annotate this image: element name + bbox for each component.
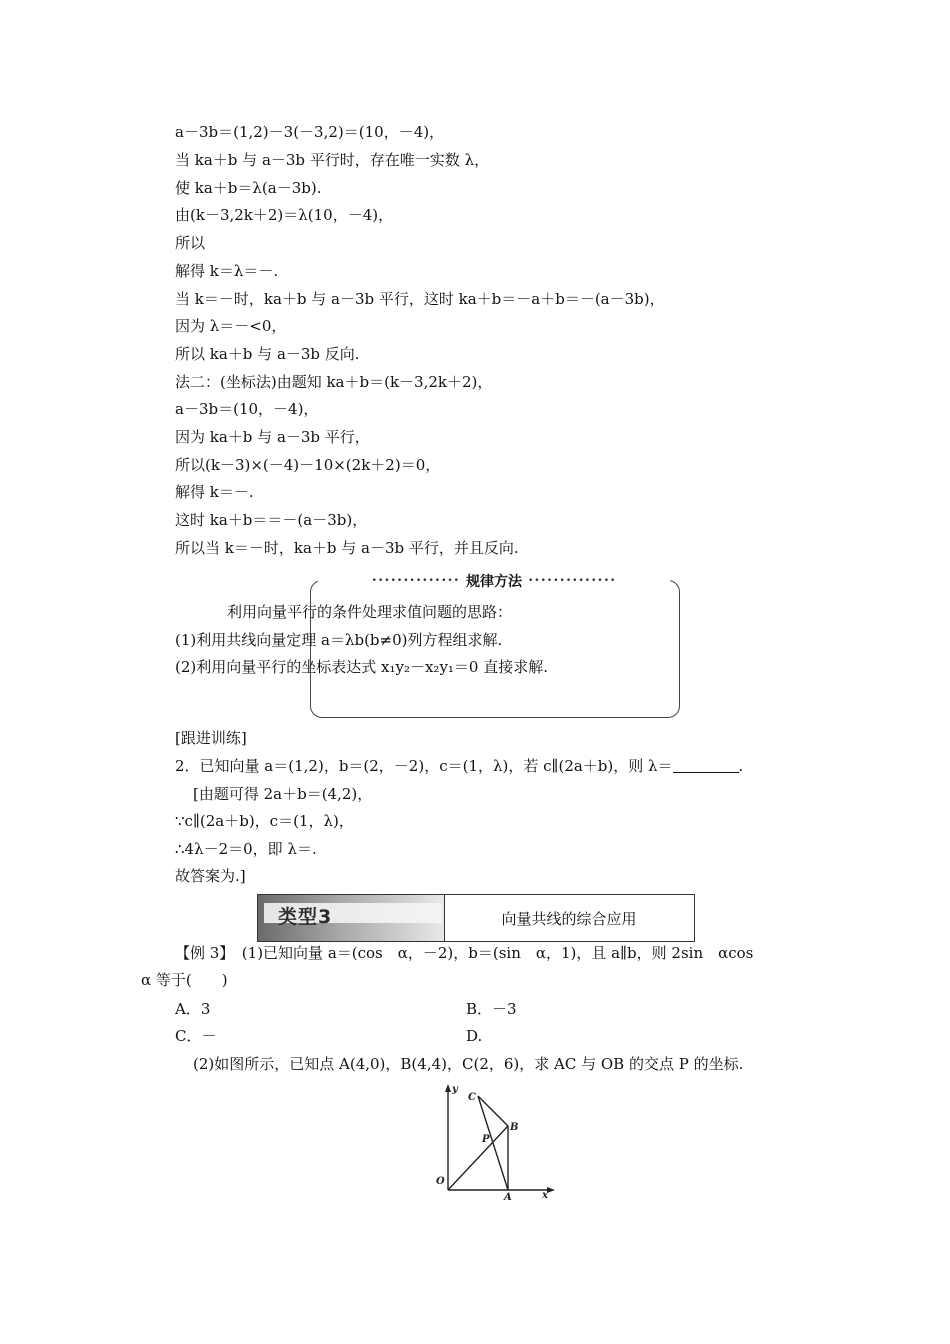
practice-header: [跟进训练]: [175, 729, 247, 747]
practice-answer-1: [由题可得 2a＋b＝(4,2)，: [193, 785, 373, 803]
type-title: 向量共线的综合应用: [501, 909, 637, 928]
solution-line-5: 所以: [175, 234, 206, 252]
solution-line-6: 解得 k＝λ＝－.: [175, 262, 279, 280]
solution-line-14: 解得 k＝－.: [175, 483, 254, 501]
label-P: P: [482, 1134, 490, 1145]
label-O: O: [436, 1176, 445, 1187]
solution-line-4: 由(k－3,2k＋2)＝λ(10，－4)，: [175, 206, 394, 224]
option-a: A．3: [175, 1000, 211, 1018]
label-C: C: [468, 1092, 476, 1103]
rule-dots-right: ••••••••••••••: [528, 576, 617, 586]
solution-line-2: 当 ka＋b 与 a－3b 平行时，存在唯一实数 λ，: [175, 151, 490, 169]
option-d: D.: [466, 1027, 483, 1045]
solution-line-16: 所以当 k＝－时，ka＋b 与 a－3b 平行，并且反向.: [175, 539, 519, 557]
rule-line-1: 利用向量平行的条件处理求值问题的思路：: [227, 603, 513, 621]
practice-question: [175, 756, 743, 776]
answer-blank: [673, 758, 739, 773]
practice-question-end: .: [738, 757, 744, 775]
type-label: 类型3: [278, 906, 333, 928]
label-y: y: [452, 1084, 458, 1095]
rule-dots-left: ••••••••••••••: [371, 576, 460, 586]
solution-line-15: 这时 ka＋b＝＝－(a－3b)，: [175, 511, 368, 529]
practice-question-text: 2．已知向量 a＝(1,2)，b＝(2，－2)，c＝(1，λ)，若 c∥(2a＋b)，则 λ＝: [175, 757, 673, 775]
y-axis-arrow: [445, 1084, 451, 1092]
type-banner: [257, 894, 695, 942]
rule-header: [318, 571, 670, 591]
solution-line-12: 因为 ka＋b 与 a－3b 平行，: [175, 428, 370, 446]
rule-line-2: (1)利用共线向量定理 a＝λb(b≠0)列方程组求解.: [175, 631, 503, 649]
label-B: B: [510, 1122, 519, 1133]
solution-line-1: a－3b＝(1,2)－3(－3,2)＝(10，－4)，: [175, 123, 445, 141]
solution-line-3: 使 ka＋b＝λ(a－3b).: [175, 179, 322, 197]
rule-line-3: (2)利用向量平行的坐标表达式 x₁y₂－x₂y₁＝0 直接求解.: [175, 658, 549, 676]
solution-line-10: 法二：(坐标法)由题知 ka＋b＝(k－3,2k＋2)，: [175, 373, 493, 391]
solution-line-11: a－3b＝(10，－4)，: [175, 400, 319, 418]
option-c: C．－: [175, 1027, 217, 1045]
segment-OB: [448, 1126, 508, 1190]
rule-title: 规律方法: [466, 574, 522, 590]
practice-answer-4: 故答案为.]: [175, 867, 246, 885]
example-line-2: α 等于( ): [141, 971, 228, 989]
practice-answer-2: ∵c∥(2a＋b)，c＝(1，λ)，: [175, 812, 354, 830]
geometry-figure: [430, 1080, 560, 1200]
type-label-panel: [258, 895, 445, 941]
option-b: B．－3: [466, 1000, 517, 1018]
solution-line-9: 所以 ka＋b 与 a－3b 反向.: [175, 345, 360, 363]
solution-line-8: 因为 λ＝－<0，: [175, 317, 287, 335]
practice-answer-3: ∴4λ－2＝0，即 λ＝.: [175, 840, 317, 858]
solution-line-7: 当 k＝－时，ka＋b 与 a－3b 平行，这时 ka＋b＝－a＋b＝－(a－3b)，: [175, 290, 665, 308]
x-axis-arrow: [547, 1187, 555, 1193]
label-x: x: [542, 1190, 548, 1200]
solution-line-13: 所以(k－3)×(－4)－10×(2k＋2)＝0，: [175, 456, 441, 474]
example-part-2: (2)如图所示，已知点 A(4,0)，B(4,4)，C(2，6)，求 AC 与 OB 的交点 P 的坐标.: [193, 1055, 744, 1073]
label-A: A: [504, 1192, 512, 1200]
example-line-1: 【例 3】 (1)已知向量 a＝(cos α，－2)，b＝(sin α，1)，且 a∥b，则 2sin αcos: [175, 944, 754, 962]
